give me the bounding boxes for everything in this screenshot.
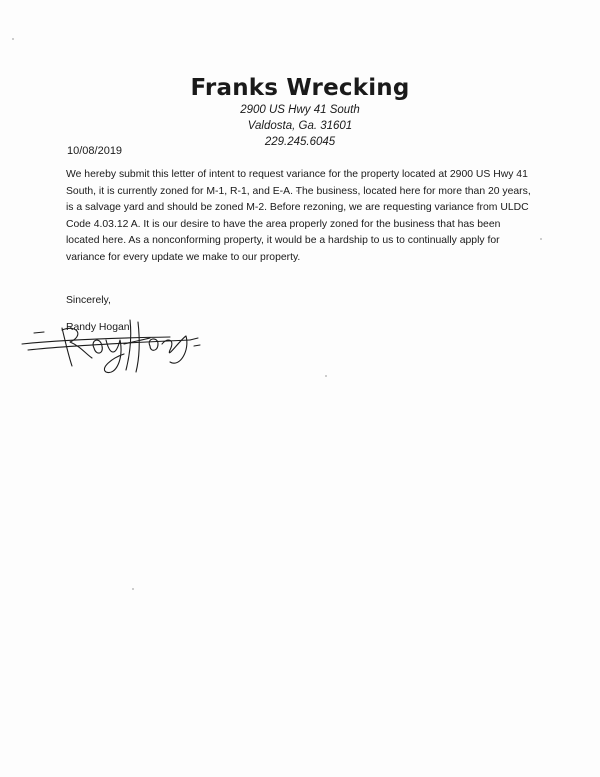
closing: Sincerely, — [66, 295, 111, 306]
scan-speck — [132, 588, 134, 590]
letterhead — [0, 74, 600, 150]
phone-number: 229.245.6045 — [264, 136, 336, 148]
letter-date: 10/08/2019 — [67, 145, 123, 157]
signer-name: Randy Hogan — [66, 322, 130, 333]
signature-image — [20, 310, 210, 380]
scan-speck — [540, 238, 542, 240]
address-line-2: Valdosta, Ga. 31601 — [247, 120, 353, 132]
company-name: Franks Wrecking — [190, 75, 410, 101]
scan-speck — [325, 375, 327, 377]
address-line-1: 2900 US Hwy 41 South — [240, 104, 360, 116]
scan-speck — [12, 38, 14, 40]
letter-body: We hereby submit this letter of intent to request variance for the property located at 2900 US Hwy 41 South, it is currently zoned for M-1, R-1, and E-A. The business, located here for more than 20 years, is a salvage yard and should be zoned M-2. Before rezoning, we are requesting variance from ULDC Code 4.03.12 A. It is our desire to have the area properly zoned for the business that has been located here. As a nonconforming property, it would be a hardship to us to continually apply for variance for every update we make to our property. — [66, 169, 531, 263]
